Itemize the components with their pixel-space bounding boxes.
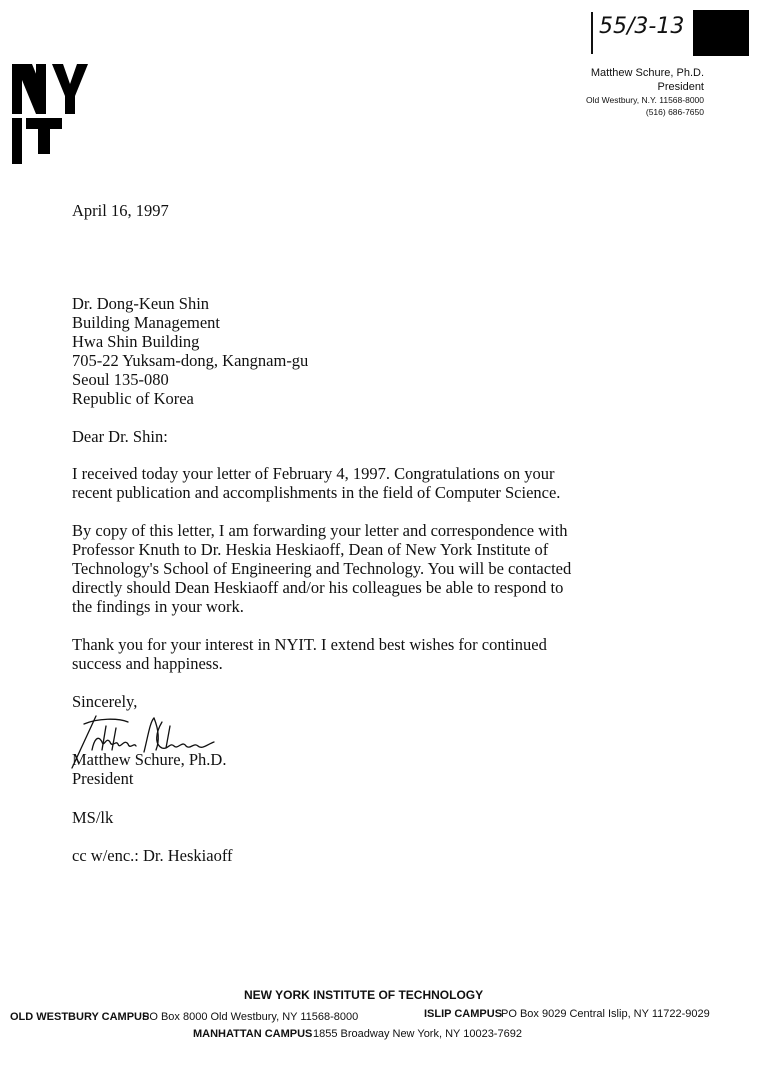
- footer-old-westbury: [10, 1011, 149, 1023]
- sender-phone: (516) 686-7650: [645, 107, 704, 117]
- salutation: Dear Dr. Shin:: [72, 427, 168, 446]
- recipient-line: Seoul 135-080: [72, 370, 169, 389]
- signer-title: President: [72, 769, 134, 788]
- typist-initials: MS/lk: [72, 808, 114, 827]
- manhattan-address: 1855 Broadway New York, NY 10023-7692: [313, 1028, 522, 1040]
- cc-line: cc w/enc.: Dr. Heskiaoff: [72, 846, 233, 865]
- stamp-bar: [591, 12, 593, 54]
- nyit-logo: [12, 64, 90, 164]
- paragraph-line: success and happiness.: [72, 654, 223, 673]
- stamp-number: 55/3-13: [599, 14, 685, 39]
- sender-name: Matthew Schure, Ph.D.: [590, 67, 704, 79]
- paragraph-line: the findings in your work.: [72, 597, 244, 616]
- sender-block: [586, 66, 704, 118]
- recipient-line: Dr. Dong-Keun Shin: [72, 294, 210, 313]
- footer-institution: NEW YORK INSTITUTE OF TECHNOLOGY: [244, 988, 484, 1002]
- paragraph-line: recent publication and accomplishments in the field of Computer Science.: [72, 483, 561, 502]
- sender-address: Old Westbury, N.Y. 11568-8000: [586, 95, 704, 105]
- letter-date: April 16, 1997: [72, 201, 169, 220]
- old-westbury-label: OLD WESTBURY CAMPUS: [10, 1011, 150, 1023]
- manhattan-label: MANHATTAN CAMPUS: [193, 1028, 313, 1040]
- recipient-line: Hwa Shin Building: [72, 332, 200, 351]
- file-stamp: [591, 10, 749, 56]
- paragraph-line: I received today your letter of February 4, 1997. Congratulations on your: [72, 464, 555, 483]
- paragraph-line: Technology's School of Engineering and Technology. You will be contacted: [72, 559, 572, 578]
- signer-name: Matthew Schure, Ph.D.: [72, 750, 227, 769]
- closing: Sincerely,: [72, 692, 138, 711]
- paragraph-line: directly should Dean Heskiaoff and/or his colleagues be able to respond to: [72, 578, 564, 597]
- islip-label: ISLIP CAMPUS: [424, 1008, 503, 1020]
- old-westbury-address: PO Box 8000 Old Westbury, NY 11568-8000: [142, 1011, 359, 1023]
- paragraph-line: Thank you for your interest in NYIT. I extend best wishes for continued: [72, 635, 547, 654]
- recipient-line: Republic of Korea: [72, 389, 194, 408]
- sender-title: President: [657, 81, 704, 93]
- islip-address: PO Box 9029 Central Islip, NY 11722-9029: [501, 1008, 710, 1020]
- redaction-block: [693, 10, 749, 56]
- paragraph-line: Professor Knuth to Dr. Heskia Heskiaoff, Dean of New York Institute of: [72, 540, 549, 559]
- paragraph-line: By copy of this letter, I am forwarding your letter and correspondence with: [72, 521, 568, 540]
- footer-islip: [424, 1008, 502, 1020]
- footer-manhattan: [193, 1028, 312, 1040]
- recipient-line: Building Management: [72, 313, 221, 332]
- recipient-line: 705-22 Yuksam-dong, Kangnam-gu: [72, 351, 309, 370]
